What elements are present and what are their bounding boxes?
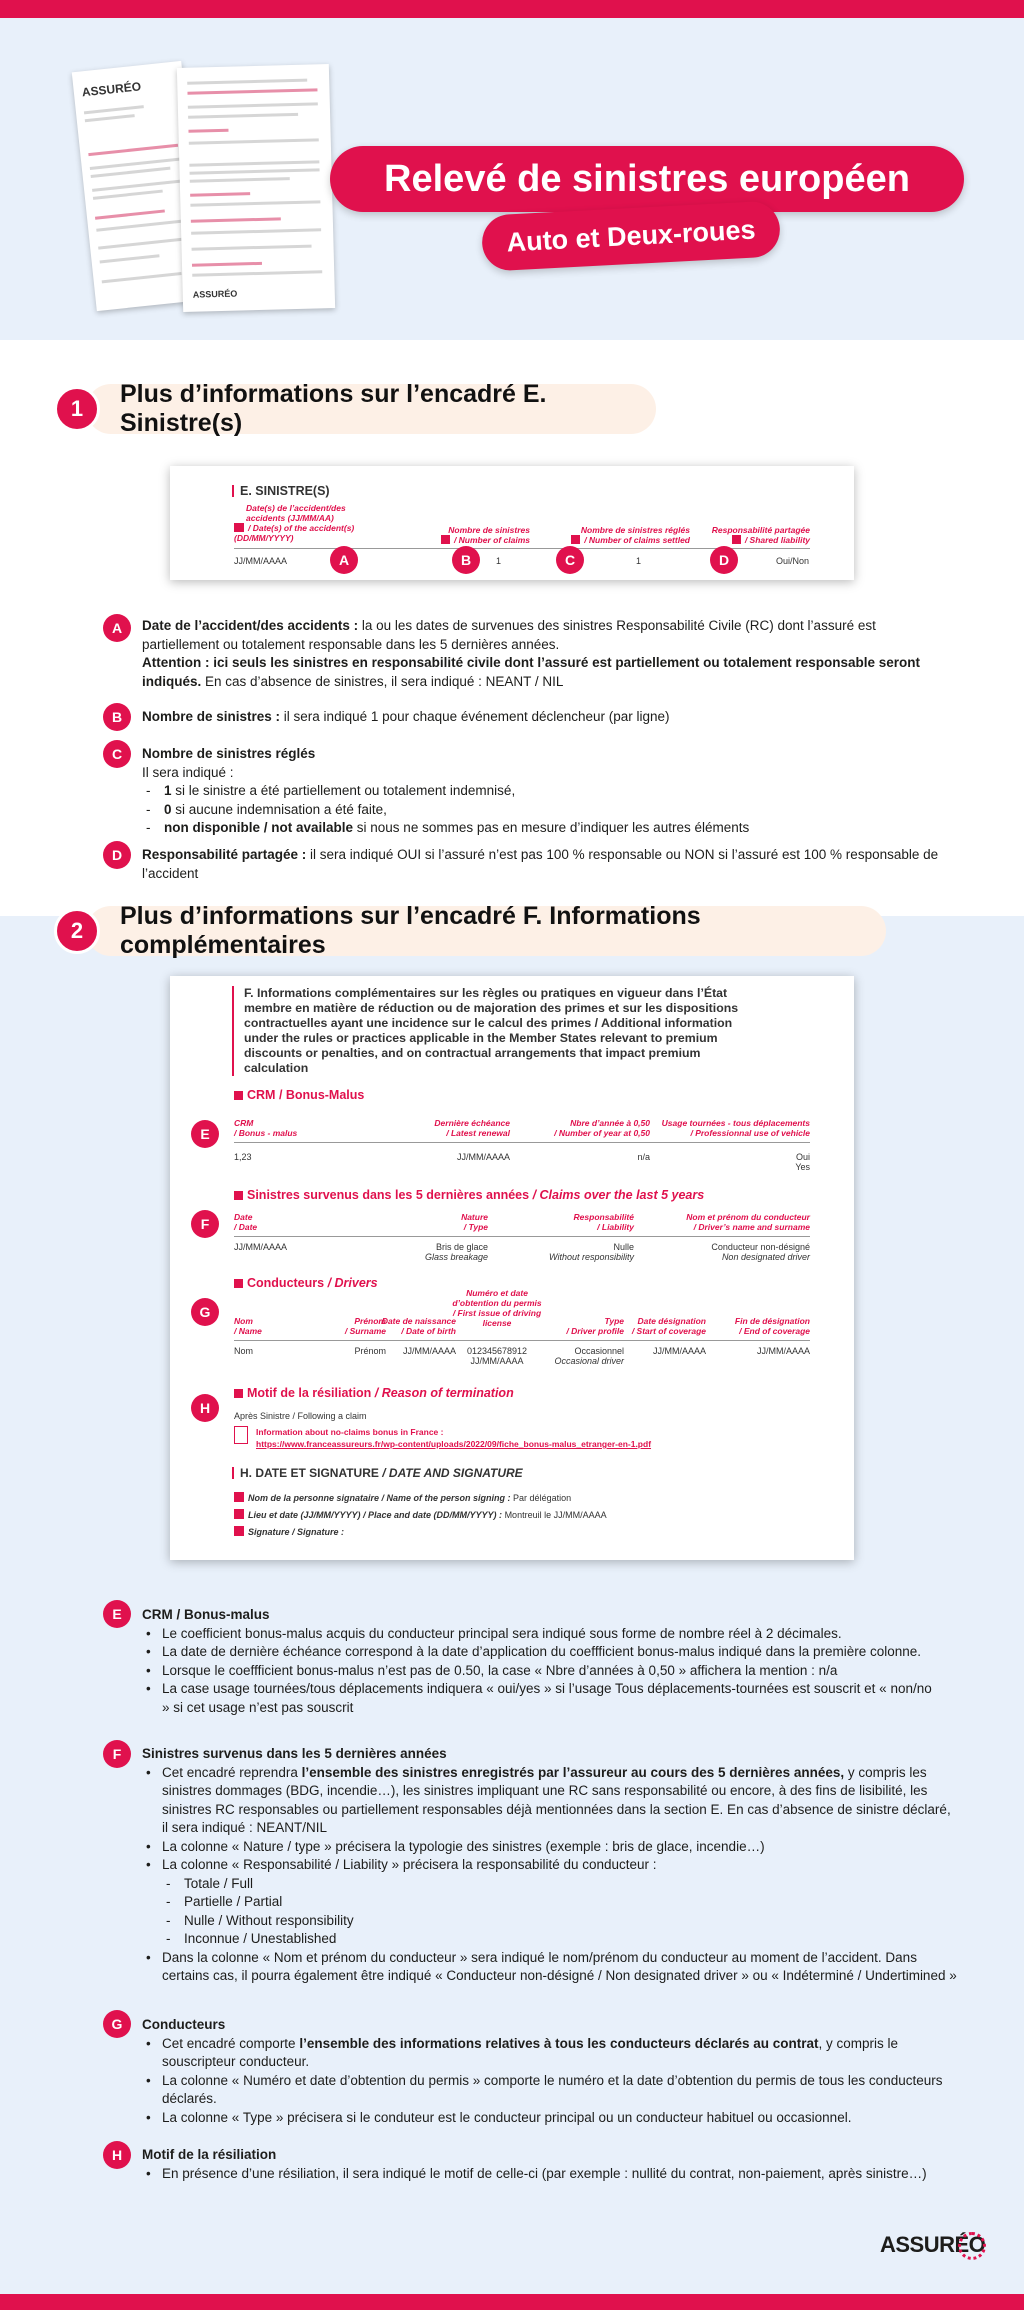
signature-row-23: Signature / Signature : [234, 1526, 344, 1537]
drivers-h7: Fin de désignation / End of coverage [734, 1316, 810, 1336]
legend-a-marker: A [103, 614, 131, 642]
section1-number: 1 [54, 386, 100, 432]
document-thumbnail-front [177, 64, 335, 312]
claims-v3: Nulle Without responsibility [549, 1242, 634, 1262]
col-liability-header: Responsabilité partagée / Shared liability [711, 525, 810, 545]
marker-b: B [452, 546, 480, 574]
informations-form-card [170, 976, 854, 1560]
drivers-h3: Date de naissance / Date of birth [381, 1316, 456, 1336]
claims-v1: JJ/MM/AAAA [234, 1242, 288, 1252]
crm-v3: n/a [637, 1152, 650, 1162]
marker-h: H [191, 1394, 219, 1422]
claims-h4: Nom et prénom du conducteur / Driver’s name and surname [686, 1212, 810, 1232]
marker-c: C [556, 546, 584, 574]
legend-g-marker: G [103, 2010, 131, 2038]
drivers-h5: Type / Driver profile [566, 1316, 624, 1336]
hero-subtitle: Auto et Deux-roues [481, 200, 782, 272]
signature-title: H. DATE ET SIGNATURE / DATE AND SIGNATURE [232, 1466, 523, 1480]
legend-h-text: Motif de la résiliation • En présence d’une résiliation, il sera indiqué le motif de celle-ci (par exemple : nullité du contrat, non-paiement, après sinistre…) [142, 2146, 957, 2183]
drivers-title: Conducteurs / Drivers [234, 1276, 378, 1290]
crm-h1: CRM / Bonus - malus [234, 1118, 298, 1138]
termination-value: Après Sinistre / Following a claim [234, 1411, 367, 1421]
legend-a-text: Date de l’accident/des accidents : la ou les dates de survenues des sinistres Responsabilité Civile (RC) dont l’assuré est partiellement ou totalement responsable dans les 5 dernières années. Attention : ici seuls les sinistres en responsabilité civile dont l’assuré est partiellement ou totalement responsable seront indiqués. En cas d’absence de sinistres, il sera indiqué : NEANT / NIL [142, 618, 920, 689]
col-settled-header: Nombre de sinistres réglés / Number of claims settled [520, 525, 690, 545]
marker-g: G [191, 1298, 219, 1326]
marker-f: F [191, 1210, 219, 1238]
signature-row-22: Lieu et date (JJ/MM/YYYY) / Place and date (DD/MM/YYYY) : Montreuil le JJ/MM/AAAA [234, 1509, 607, 1520]
crm-v2: JJ/MM/AAAA [456, 1152, 510, 1162]
hero-banner [0, 18, 1024, 340]
col-claims-header: Nombre de sinistres / Number of claims [410, 525, 530, 545]
legend-f-marker: F [103, 1740, 131, 1768]
top-accent-bar [0, 0, 1024, 18]
drivers-h2: Prénom / Surname [344, 1316, 386, 1336]
drivers-h6: Date désignation / Start of coverage [631, 1316, 706, 1336]
drivers-v3: JJ/MM/AAAA [402, 1346, 456, 1356]
drivers-v5: Occasionnel Occasional driver [554, 1346, 624, 1366]
legend-g-text: Conducteurs • Cet encadré comporte l’ensemble des informations relatives à tous les conducteurs déclarés au contrat, y compris le souscripteur conducteur. • La colonne « Numéro et date d’obtention du permis » comporte le numéro et la date d’obtention du permis de tous les conducteurs déclarés. • La colonne « Type » précisera si le conduteur est le conducteur principal ou un conducteur habituel ou occasionnel. [142, 2016, 957, 2127]
marker-d: D [710, 546, 738, 574]
bottom-accent-bar [0, 2294, 1024, 2310]
marker-a: A [330, 546, 358, 574]
card-heading: E. SINISTRE(S) [232, 484, 330, 498]
thumbnail-logo-small: ASSURÉO [192, 288, 238, 300]
legend-e-text: CRM / Bonus-malus • Le coefficient bonus-malus acquis du conducteur principal sera indiqué sous forme de nombre réel à 2 décimales. • La date de dernière échéance correspond à la date d’application du coeffficient bonus-malus indiqué dans la première colonne. • Lorsque le coeffficient bonus-malus n’est pas de 0.50, la case « Nbre d’années à 0,50 » affichera la mention : n/a • La case usage tournées/tous déplacements indiquera « oui/yes » si l’usage Tous déplacements-tournées est souscrit et « non/no » si cet usage n’est pas souscrit [142, 1606, 942, 1717]
col-dates-header: Date(s) de l’accident/des accidents (JJ/MM/AA) / Date(s) of the accident(s) (DD/MM/YYYY) [234, 503, 355, 543]
drivers-v1: Nom [234, 1346, 254, 1356]
claims-h3: Responsabilité / Liability [573, 1212, 634, 1232]
crm-v4: Oui Yes [795, 1152, 810, 1172]
drivers-h4: Numéro et date d’obtention du permis / First issue of driving license [452, 1288, 542, 1328]
card-intro: F. Informations complémentaires sur les règles ou pratiques en vigueur dans l’État membre en matière de réduction ou de majoration des primes et sur les dispositions contractuelles ayant une incidence sur le calcul des primes / Additional information under the rules or practices applicable in the Member States relevant to premium discounts or penalties, and on contractual arrangements that impact premium calculation [232, 986, 752, 1076]
section2-number: 2 [54, 908, 100, 954]
value-claims: 1 [496, 556, 502, 566]
legend-c-marker: C [103, 740, 131, 768]
pdf-file-icon [234, 1426, 248, 1444]
drivers-h1: Nom / Name [234, 1316, 262, 1336]
legend-b-text: Nombre de sinistres : il sera indiqué 1 pour chaque événement déclencheur (par ligne) [142, 709, 670, 724]
value-dates: JJ/MM/AAAA [234, 556, 288, 566]
sinistres-form-card [170, 466, 854, 580]
hero-title: Relevé de sinistres européen [330, 146, 964, 212]
legend-c-text: Nombre de sinistres réglés Il sera indiqué : - 1 si le sinistre a été partiellement ou totalement indemnisé, - 0 si aucune indemnisation a été faite, - non disponible / not available si nous ne sommes pas en mesure d’indiquer les autres éléments [142, 745, 947, 838]
drivers-v4: 012345678912 JJ/MM/AAAA [466, 1346, 528, 1366]
value-settled: 1 [636, 556, 642, 566]
signature-row-21: Nom de la personne signataire / Name of the person signing : Par délégation [234, 1492, 571, 1503]
crm-h4: Usage tournées - tous déplacements / Professionnal use of vehicle [661, 1118, 810, 1138]
termination-title: Motif de la résiliation / Reason of termination [234, 1386, 514, 1400]
thumbnail-logo: ASSURÉO [81, 79, 142, 100]
section1-title: Plus d’informations sur l’encadré E. Sinistre(s) [86, 384, 656, 434]
legend-d-marker: D [103, 841, 131, 869]
crm-h2: Dernière échéance / Latest renewal [434, 1118, 510, 1138]
claims-v2: Bris de glace Glass breakage [424, 1242, 488, 1262]
crm-h3: Nbre d’année à 0,50 / Number of year at 0,50 [554, 1118, 650, 1138]
value-liability: Oui/Non [776, 556, 810, 566]
legend-b-marker: B [103, 703, 131, 731]
link-label: Information about no-claims bonus in France : [256, 1427, 444, 1437]
drivers-v6: JJ/MM/AAAA [652, 1346, 706, 1356]
claims-h2: Nature / Type [461, 1212, 488, 1232]
bonus-malus-link[interactable]: https://www.franceassureurs.fr/wp-content/uploads/2022/09/fiche_bonus-malus_etranger-en-1.pdf [256, 1439, 652, 1449]
legend-f-text: Sinistres survenus dans les 5 dernières années • Cet encadré reprendra l’ensemble des sinistres enregistrés par l’assureur au cours des 5 dernières années, y compris les sinistres dommages (BDG, incendie…), les sinistres impliquant une RC sans responsabilité ou encore, à des fins de lisibilité, les sinistres RC responsables ou partiellement responsables déjà mentionnées dans la section E. En cas d’absence de sinistre déclaré, il sera indiqué : NEANT/NIL • La colonne « Nature / type » précisera la typologie des sinistres (exemple : bris de glace, incendie…) • La colonne « Responsabilité / Liability » précisera la responsabilité du conducteur : - Totale / Full - Partielle / Partial - Nulle / Without responsibility - Inconnue / Unestablished • Dans la colonne « Nom et prénom du conducteur » sera indiqué le nom/prénom du conducteur au moment de l’accident. Dans certains cas, il pourra également être indiqué « Conducteur non-désigné / Non designated driver » ou « Indéterminé / Undertimined » [142, 1745, 957, 1986]
claims-v4: Conducteur non-désigné Non designated driver [711, 1242, 810, 1262]
footer-logo: ASSURÉO [880, 2232, 986, 2257]
claims-title: Sinistres survenus dans les 5 dernières années / Claims over the last 5 years [234, 1188, 704, 1202]
legend-h-marker: H [103, 2141, 131, 2169]
legend-e-marker: E [103, 1600, 131, 1628]
crm-v1: 1,23 [234, 1152, 252, 1162]
marker-e: E [191, 1120, 219, 1148]
crm-title: CRM / Bonus-Malus [234, 1088, 364, 1102]
drivers-v2: Prénom [354, 1346, 386, 1356]
legend-d-text: Responsabilité partagée : il sera indiqué OUI si l’assuré n’est pas 100 % responsable ou NON si l’assuré est 100 % responsable de l’accident [142, 847, 939, 881]
claims-h1: Date / Date [234, 1212, 258, 1232]
drivers-v7: JJ/MM/AAAA [756, 1346, 810, 1356]
logo-ring-icon [958, 2232, 986, 2260]
section2-title: Plus d’informations sur l’encadré F. Informations complémentaires [86, 906, 886, 956]
